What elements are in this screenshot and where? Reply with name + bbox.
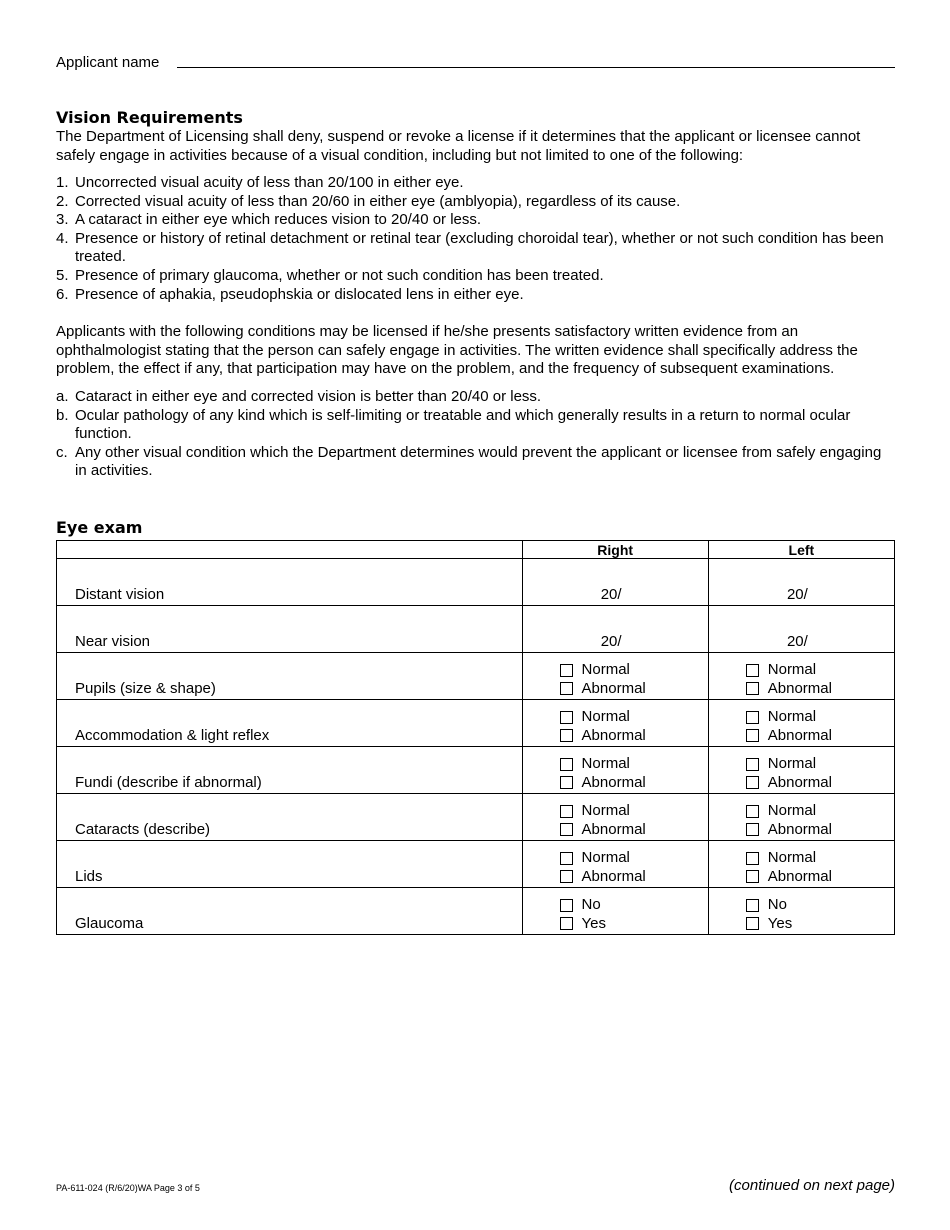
option-abnormal [746,680,894,699]
table-row [57,700,895,747]
option-abnormal [560,821,708,840]
option-label: Abnormal [581,773,646,791]
list-item [56,444,895,481]
acuity-prefix: 20/ [786,586,808,603]
option-label: Normal [767,802,817,820]
option-label: Normal [581,661,630,679]
normal-checkbox[interactable] [560,852,573,865]
option-abnormal [746,821,894,840]
normal-checkbox[interactable] [560,664,573,677]
eye-exam-heading: Eye exam [56,518,143,537]
option-normal [560,802,708,821]
list-item [56,388,895,407]
acuity-prefix: 20/ [786,633,808,650]
option-label: Yes [581,914,607,932]
option-abnormal [746,868,894,887]
abnormal-checkbox[interactable] [746,870,759,883]
yes-checkbox[interactable] [746,917,759,930]
list-item-number: 5. [56,266,69,284]
normal-checkbox[interactable] [560,711,573,724]
option-normal [560,708,708,727]
option-label: No [581,896,601,914]
option-label: Abnormal [767,726,832,744]
abnormal-checkbox[interactable] [560,682,573,695]
vision-intro-paragraph: The Department of Licensing shall deny, suspend or revoke a license if it determines that the applicant or licensee cannot safely engage in activities because of a visual condition, including but not limited to one of the following: [56,128,861,164]
list-item-text: Presence of aphakia, pseudophskia or dislocated lens in either eye. [75,285,524,303]
abnormal-checkbox[interactable] [560,729,573,742]
accommodation-right-options [522,700,708,747]
list-item [56,174,895,193]
list-item-number: 1. [56,174,69,191]
list-item-number: 6. [56,285,69,303]
row-label-distant-vision: Distant vision [57,559,523,606]
pupils-left-options [708,653,894,700]
list-item-text: Corrected visual acuity of less than 20/60 in either eye (amblyopia), regardless of its cause. [75,192,681,210]
option-label: Normal [767,708,817,726]
option-label: Normal [767,849,817,867]
option-normal [560,849,708,868]
glaucoma-right-options [522,888,708,935]
yes-checkbox[interactable] [560,917,573,930]
applicant-name-row [56,54,895,74]
table-row [57,794,895,841]
table-header-row [57,541,895,559]
list-item-text: Cataract in either eye and corrected vision is better than 20/40 or less. [75,388,542,405]
option-label: Normal [767,661,817,679]
list-item-text: A cataract in either eye which reduces vision to 20/40 or less. [75,211,482,229]
option-label: Normal [581,849,630,867]
header-right-eye: Right [522,541,708,559]
option-label: Abnormal [767,773,832,791]
list-item-letter: a. [56,388,69,405]
abnormal-checkbox[interactable] [560,823,573,836]
disqualifying-conditions-list [56,174,895,304]
applicant-name-field[interactable] [177,67,895,68]
option-no [746,896,894,915]
option-normal [746,849,894,868]
accommodation-left-options [708,700,894,747]
list-item-text: Uncorrected visual acuity of less than 20/100 in either eye. [75,174,464,191]
normal-checkbox[interactable] [746,852,759,865]
continued-note: (continued on next page) [729,1177,895,1194]
no-checkbox[interactable] [746,899,759,912]
list-item-number: 4. [56,229,69,247]
list-item [56,267,895,286]
abnormal-checkbox[interactable] [746,729,759,742]
option-label: Abnormal [767,867,832,885]
list-item [56,193,895,212]
header-left-eye: Left [708,541,894,559]
normal-checkbox[interactable] [746,664,759,677]
row-label-cataracts: Cataracts (describe) [57,794,523,841]
near-vision-right-field[interactable] [522,606,708,653]
fundi-right-options [522,747,708,794]
list-item [56,407,895,444]
option-label: Abnormal [767,820,832,838]
option-yes [746,915,894,934]
option-label: No [767,896,787,914]
lids-right-options [522,841,708,888]
abnormal-checkbox[interactable] [746,776,759,789]
option-normal [560,755,708,774]
pupils-right-options [522,653,708,700]
fundi-left-options [708,747,894,794]
exceptions-list [56,388,895,481]
list-item-number: 2. [56,192,69,210]
option-label: Normal [581,802,630,820]
option-label: Abnormal [581,867,646,885]
option-abnormal [560,680,708,699]
abnormal-checkbox[interactable] [560,870,573,883]
list-item [56,230,895,267]
option-normal [746,755,894,774]
option-normal [560,661,708,680]
no-checkbox[interactable] [560,899,573,912]
list-item [56,211,895,230]
option-label: Normal [767,755,817,773]
row-label-lids: Lids [57,841,523,888]
form-code: PA-611-024 (R/6/20)WA Page 3 of 5 [56,1183,200,1193]
row-label-pupils: Pupils (size & shape) [57,653,523,700]
table-row [57,606,895,653]
lids-left-options [708,841,894,888]
header-blank [57,541,523,559]
option-label: Yes [767,914,793,932]
normal-checkbox[interactable] [746,711,759,724]
normal-checkbox[interactable] [560,805,573,818]
list-item-text: Any other visual condition which the Department determines would prevent the applicant or licensee from safely engaging in activities. [75,443,882,480]
option-label: Abnormal [581,726,646,744]
table-row [57,841,895,888]
option-label: Normal [581,708,630,726]
near-vision-left-field[interactable] [708,606,894,653]
table-row [57,888,895,935]
vision-requirements-heading: Vision Requirements [56,108,243,127]
option-no [560,896,708,915]
acuity-prefix: 20/ [600,586,622,603]
option-normal [746,802,894,821]
list-item-text: Presence or history of retinal detachment or retinal tear (excluding choroidal tear), whether or not such condition has been treated. [75,229,884,266]
option-abnormal [560,774,708,793]
option-label: Abnormal [767,679,832,697]
table-row [57,747,895,794]
abnormal-checkbox[interactable] [560,776,573,789]
normal-checkbox[interactable] [560,758,573,771]
distant-vision-right-field[interactable] [522,559,708,606]
cataracts-left-options [708,794,894,841]
option-label: Abnormal [581,679,646,697]
row-label-near-vision: Near vision [57,606,523,653]
option-abnormal [560,868,708,887]
option-abnormal [746,727,894,746]
abnormal-checkbox[interactable] [746,823,759,836]
list-item-text: Presence of primary glaucoma, whether or not such condition has been treated. [75,266,604,284]
acuity-prefix: 20/ [600,633,622,650]
list-item-letter: c. [56,443,68,461]
option-label: Normal [581,755,630,773]
normal-checkbox[interactable] [746,805,759,818]
table-row [57,559,895,606]
option-yes [560,915,708,934]
option-normal [746,661,894,680]
abnormal-checkbox[interactable] [746,682,759,695]
row-label-accommodation: Accommodation & light reflex [57,700,523,747]
option-label: Abnormal [581,820,646,838]
option-abnormal [746,774,894,793]
glaucoma-left-options [708,888,894,935]
table-row [57,653,895,700]
row-label-glaucoma: Glaucoma [57,888,523,935]
eye-exam-table [56,540,895,935]
option-abnormal [560,727,708,746]
normal-checkbox[interactable] [746,758,759,771]
row-label-fundi: Fundi (describe if abnormal) [57,747,523,794]
list-item-number: 3. [56,211,69,229]
exceptions-intro-paragraph: Applicants with the following conditions may be licensed if he/she presents satisfactory written evidence from an ophthalmologist stating that the person can safely engage in activities. The written evidence shall specifically address the problem, the effect if any, that participation may have on the problem, and the frequency of subsequent examinations. [56,323,858,378]
list-item [56,286,895,305]
applicant-name-label: Applicant name [56,54,160,71]
list-item-text: Ocular pathology of any kind which is self-limiting or treatable and which generally results in a return to normal ocular function. [75,406,851,443]
cataracts-right-options [522,794,708,841]
option-normal [746,708,894,727]
distant-vision-left-field[interactable] [708,559,894,606]
list-item-letter: b. [56,406,69,424]
